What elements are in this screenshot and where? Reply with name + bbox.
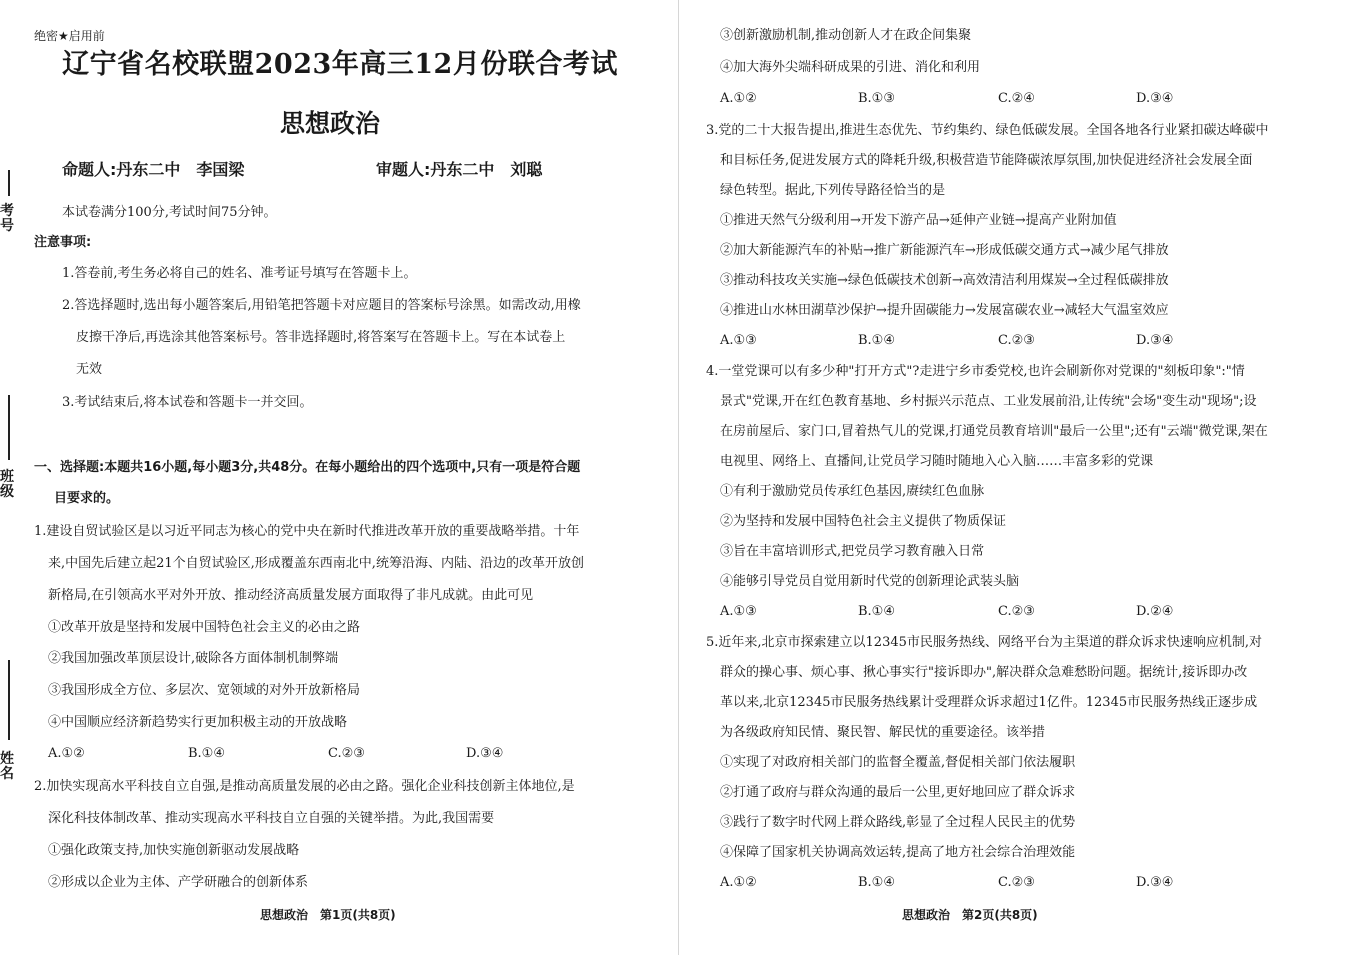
question-1-option-b: B.①④ — [188, 746, 225, 761]
question-4-line: 景式"党课,开在红色教育基地、乡村振兴示范点、工业发展前沿,让传统"会场"变生动"现场";设 — [720, 394, 1257, 409]
question-5-choice: ②打通了政府与群众沟通的最后一公里,更好地回应了群众诉求 — [720, 785, 1076, 800]
question-2-option-b: B.①③ — [858, 91, 895, 106]
exam-number-label: 考号 — [0, 203, 14, 234]
question-1-option-d: D.③④ — [466, 746, 504, 761]
question-3-choice: ①推进天然气分级利用→开发下游产品→延伸产业链→提高产业附加值 — [720, 213, 1117, 228]
question-4-choice: ④能够引导党员自觉用新时代党的创新理论武装头脑 — [720, 574, 1020, 589]
exam-page-2 — [680, 0, 1360, 955]
question-4-option-d: D.②④ — [1136, 604, 1174, 619]
notes-title: 注意事项: — [34, 235, 92, 250]
question-3-choice: ②加大新能源汽车的补贴→推广新能源汽车→形成低碳交通方式→减少尾气排放 — [720, 243, 1169, 258]
question-4-choice: ②为坚持和发展中国特色社会主义提供了物质保证 — [720, 514, 1007, 529]
page-1-footer: 思想政治 第1页(共8页) — [260, 908, 396, 922]
question-4-line: 电视里、网络上、直播间,让党员学习随时随地入心入脑……丰富多彩的党课 — [720, 454, 1154, 469]
note-line: 无效 — [76, 362, 103, 377]
section-heading: 目要求的。 — [54, 491, 120, 506]
question-3-line: 和目标任务,促进发展方式的降耗升级,积极营造节能降碳浓厚氛围,加快促进经济社会发展全面 — [720, 153, 1253, 168]
confidential-mark: 绝密★启用前 — [34, 29, 105, 43]
question-5-choice: ①实现了对政府相关部门的监督全覆盖,督促相关部门依法履职 — [720, 755, 1076, 770]
question-2-option-d: D.③④ — [1136, 91, 1174, 106]
question-1-choice: ②我国加强改革顶层设计,破除各方面体制机制弊端 — [48, 651, 339, 666]
binding-margin — [0, 0, 28, 955]
note-line: 3.考试结束后,将本试卷和答题卡一并交回。 — [62, 395, 313, 410]
subject-title: 思想政治 — [279, 109, 380, 138]
question-5-option-a: A.①② — [720, 875, 757, 890]
question-3-line: 绿色转型。据此,下列传导路径恰当的是 — [720, 183, 946, 198]
page-2-footer: 思想政治 第2页(共8页) — [902, 908, 1038, 922]
exam-title: 辽宁省名校联盟2023年高三12月份联合考试 — [62, 49, 618, 80]
question-4-line: 4.一堂党课可以有多少种"打开方式"?走进宁乡市委党校,也许会刷新你对党课的"刻板印象":"情 — [706, 364, 1245, 379]
question-1-choice: ①改革开放是坚持和发展中国特色社会主义的必由之路 — [48, 620, 361, 635]
question-2-option-c: C.②④ — [998, 91, 1035, 106]
question-4-line: 在房前屋后、家门口,冒着热气儿的党课,打通党员教育培训"最后一公里";还有"云端"微党课,架在 — [720, 424, 1268, 439]
question-1-line: 来,中国先后建立起21个自贸试验区,形成覆盖东西南北中,统筹沿海、内陆、沿边的改革开放创 — [48, 556, 584, 571]
question-3-option-b: B.①④ — [858, 333, 895, 348]
question-1-choice: ④中国顺应经济新趋势实行更加积极主动的开放战略 — [48, 715, 348, 730]
question-2-choice: ③创新激励机制,推动创新人才在政企间集聚 — [720, 28, 972, 43]
question-4-choice: ③旨在丰富培训形式,把党员学习教育融入日常 — [720, 544, 985, 559]
question-3-choice: ④推进山水林田湖草沙保护→提升固碳能力→发展富碳农业→减轻大气温室效应 — [720, 303, 1169, 318]
question-2-choice: ④加大海外尖端科研成果的引进、消化和利用 — [720, 60, 981, 75]
bind-underline — [8, 170, 10, 196]
question-3-option-c: C.②③ — [998, 333, 1035, 348]
author-line: 命题人:丹东二中 李国梁 — [62, 160, 245, 179]
name-label: 姓名 — [0, 751, 14, 782]
question-2-option-a: A.①② — [720, 91, 757, 106]
page-divider — [678, 0, 679, 955]
question-3-option-a: A.①③ — [720, 333, 757, 348]
question-3-option-d: D.③④ — [1136, 333, 1174, 348]
question-2-line: 2.加快实现高水平科技自立自强,是推动高质量发展的必由之路。强化企业科技创新主体地位,是 — [34, 779, 575, 794]
note-line: 皮擦干净后,再选涂其他答案标号。答非选择题时,将答案写在答题卡上。写在本试卷上 — [76, 330, 566, 345]
question-5-line: 5.近年来,北京市探索建立以12345市民服务热线、网络平台为主渠道的群众诉求快速响应机制,对 — [706, 635, 1263, 650]
question-4-choice: ①有利于激励党员传承红色基因,赓续红色血脉 — [720, 484, 985, 499]
question-5-line: 为各级政府知民情、聚民智、解民忧的重要途径。该举措 — [720, 725, 1046, 740]
question-1-line: 1.建设自贸试验区是以习近平同志为核心的党中央在新时代推进改革开放的重要战略举措。十年 — [34, 524, 580, 539]
note-line: 2.答选择题时,选出每小题答案后,用铅笔把答题卡对应题目的答案标号涂黑。如需改动,用橡 — [62, 298, 581, 313]
exam-intro: 本试卷满分100分,考试时间75分钟。 — [62, 205, 277, 220]
question-5-line: 革以来,北京12345市民服务热线累计受理群众诉求超过1亿件。12345市民服务热线正逐步成 — [720, 695, 1258, 710]
question-4-option-b: B.①④ — [858, 604, 895, 619]
note-line: 1.答卷前,考生务必将自己的姓名、准考证号填写在答题卡上。 — [62, 266, 417, 281]
bind-underline — [8, 660, 10, 740]
question-3-line: 3.党的二十大报告提出,推进生态优先、节约集约、绿色低碳发展。全国各地各行业紧扣碳达峰碳中 — [706, 123, 1269, 138]
question-2-choice: ②形成以企业为主体、产学研融合的创新体系 — [48, 875, 309, 890]
question-4-option-c: C.②③ — [998, 604, 1035, 619]
question-5-line: 群众的操心事、烦心事、揪心事实行"接诉即办",解决群众急难愁盼问题。据统计,接诉即办改 — [720, 665, 1248, 680]
class-label: 班级 — [0, 469, 14, 500]
bind-underline — [8, 395, 10, 460]
section-heading: 一、选择题:本题共16小题,每小题3分,共48分。在每小题给出的四个选项中,只有一项是符合题 — [34, 460, 581, 475]
question-5-option-c: C.②③ — [998, 875, 1035, 890]
question-5-choice: ③践行了数字时代网上群众路线,彰显了全过程人民民主的优势 — [720, 815, 1076, 830]
question-2-choice: ①强化政策支持,加快实施创新驱动发展战略 — [48, 843, 300, 858]
question-4-option-a: A.①③ — [720, 604, 757, 619]
question-3-choice: ③推动科技攻关实施→绿色低碳技术创新→高效清洁利用煤炭→全过程低碳排放 — [720, 273, 1169, 288]
question-1-choice: ③我国形成全方位、多层次、宽领域的对外开放新格局 — [48, 683, 361, 698]
question-1-option-a: A.①② — [48, 746, 85, 761]
question-5-option-d: D.③④ — [1136, 875, 1174, 890]
question-5-choice: ④保障了国家机关协调高效运转,提高了地方社会综合治理效能 — [720, 845, 1076, 860]
question-1-option-c: C.②③ — [328, 746, 365, 761]
question-5-option-b: B.①④ — [858, 875, 895, 890]
question-2-line: 深化科技体制改革、推动实现高水平科技自立自强的关键举措。为此,我国需要 — [48, 811, 495, 826]
reviewer-line: 审题人:丹东二中 刘聪 — [376, 160, 543, 179]
question-1-line: 新格局,在引领高水平对外开放、推动经济高质量发展方面取得了非凡成就。由此可见 — [48, 588, 534, 603]
